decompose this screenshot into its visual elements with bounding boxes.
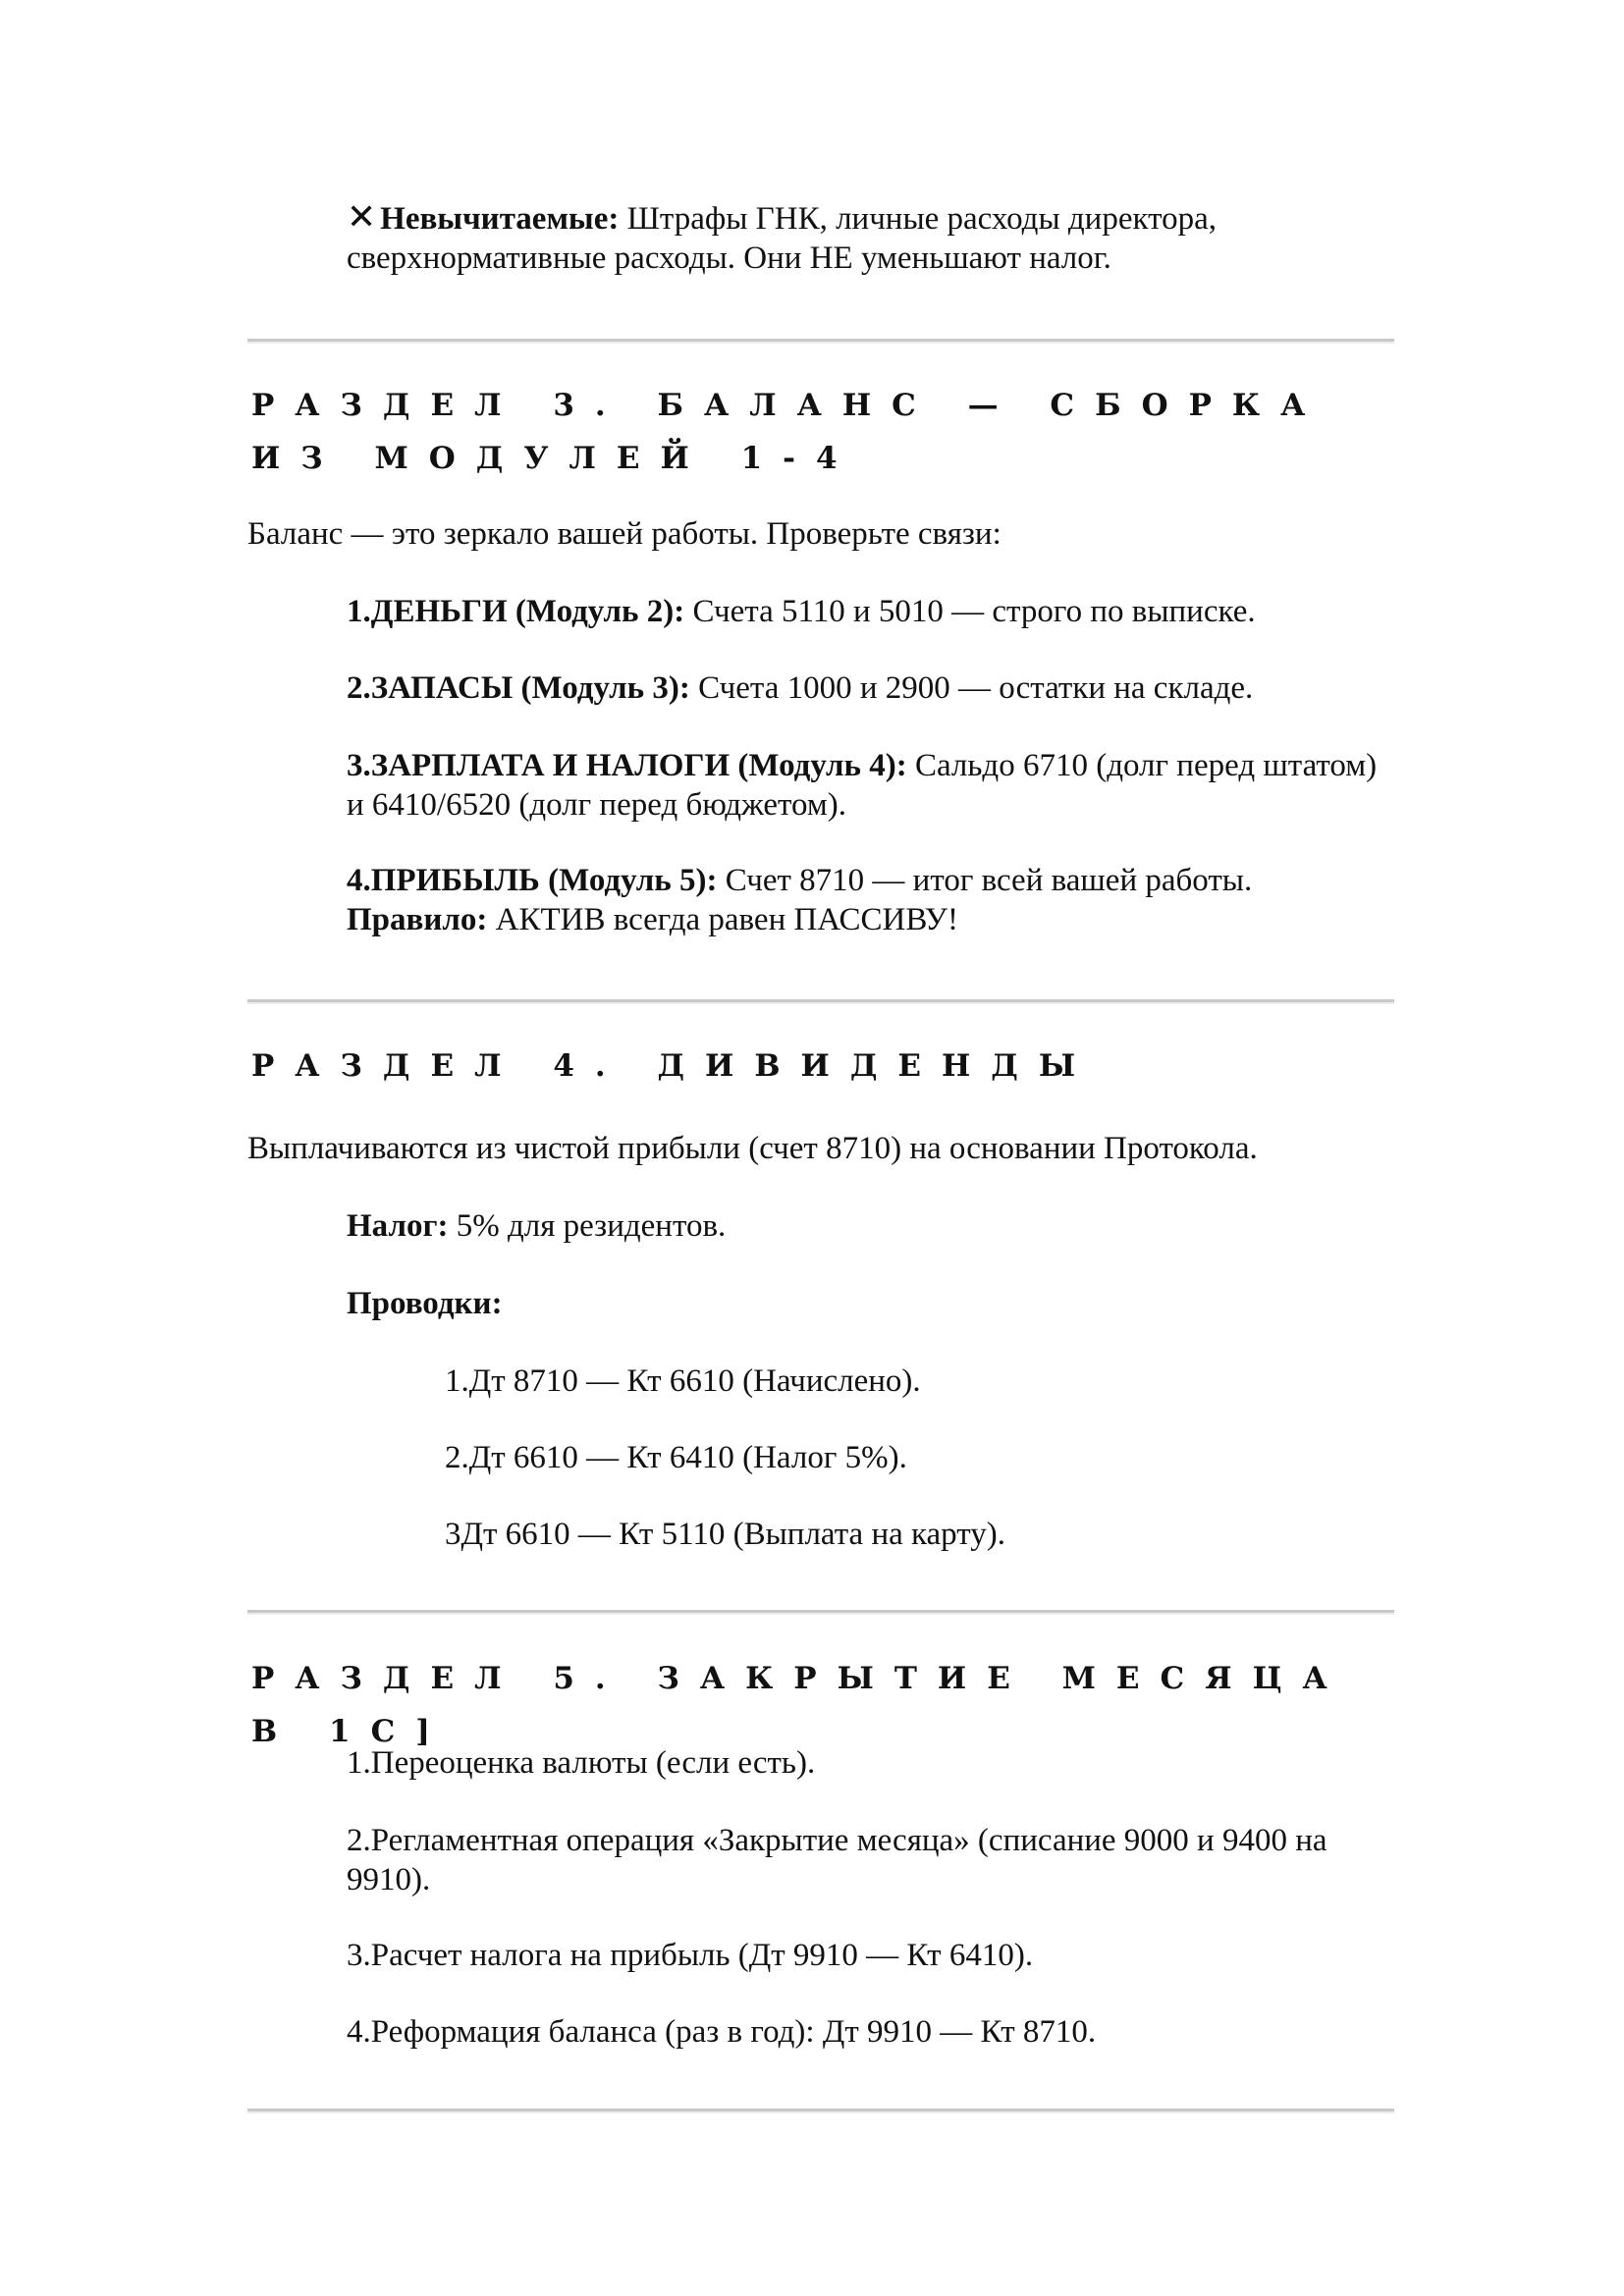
closing-item: 1.Переоценка валюты (если есть). bbox=[347, 1745, 816, 1781]
non-deductible-text: Штрафы ГНК, личные расходы директора, сверхнормативные расходы. Они НЕ уменьшают налог. bbox=[347, 201, 1217, 276]
closing-item: 4.Реформация баланса (раз в год): Дт 9910 — Кт 8710. bbox=[347, 2014, 1097, 2050]
entries-label: Проводки: bbox=[347, 1286, 503, 1321]
section-3-heading: РАЗДЕЛ 3. БАЛАНС — СБОРКА ИЗ МОДУЛЕЙ 1-4 bbox=[251, 388, 1326, 476]
balance-item-text: Счета 5110 и 5010 — строго по выписке. bbox=[684, 594, 1256, 629]
non-deductible-label: Невычитаемые: bbox=[380, 201, 620, 237]
balance-rule-text: АКТИВ всегда равен ПАССИВУ! bbox=[487, 902, 959, 937]
closing-item: 3.Расчет налога на прибыль (Дт 9910 — Кт 6410). bbox=[347, 1938, 1034, 1973]
section-divider bbox=[247, 339, 1394, 344]
balance-rule-label: Правило: bbox=[347, 902, 488, 937]
balance-item-text: Счет 8710 — итог всей вашей работы. bbox=[717, 863, 1253, 898]
dividend-tax-label: Налог: bbox=[347, 1208, 449, 1244]
section-5-heading: РАЗДЕЛ 5. ЗАКРЫТИЕ МЕСЯЦА В 1С] bbox=[251, 1661, 1348, 1749]
balance-item-stock bbox=[347, 668, 1387, 708]
entry-item: 3Дт 6610 — Кт 5110 (Выплата на карту). bbox=[445, 1517, 1005, 1552]
section-3-intro: Баланс — это зеркало вашей работы. Проверьте связи: bbox=[247, 516, 1001, 552]
balance-item-money bbox=[347, 592, 1387, 631]
balance-item-salary bbox=[347, 746, 1387, 825]
section-divider bbox=[247, 1610, 1394, 1615]
dividend-tax bbox=[347, 1206, 1387, 1246]
balance-item-profit bbox=[347, 861, 1387, 939]
entry-item: 1.Дт 8710 — Кт 6610 (Начислено). bbox=[445, 1363, 921, 1399]
cross-mark-icon: ✕ bbox=[347, 197, 377, 238]
balance-item-text: Счета 1000 и 2900 — остатки на складе. bbox=[689, 670, 1254, 706]
closing-item: 2.Регламентная операция «Закрытие месяца» (списание 9000 и 9400 на 9910). bbox=[347, 1823, 1327, 1897]
balance-item-text: Сальдо 6710 (долг перед штатом) и 6410/6520 (долг перед бюджетом). bbox=[347, 748, 1378, 823]
dividend-tax-text: 5% для резидентов. bbox=[448, 1208, 727, 1244]
section-4-intro: Выплачиваются из чистой прибыли (счет 8710) на основании Протокола. bbox=[247, 1131, 1258, 1166]
non-deductible-item bbox=[347, 198, 1387, 278]
section-divider bbox=[247, 2109, 1394, 2113]
entry-item: 2.Дт 6610 — Кт 6410 (Налог 5%). bbox=[445, 1440, 907, 1475]
balance-item-label: 2.ЗАПАСЫ (Модуль 3): bbox=[347, 670, 690, 706]
section-4-heading: РАЗДЕЛ 4. ДИВИДЕНДЫ bbox=[251, 1048, 1097, 1084]
balance-item-label: 4.ПРИБЫЛЬ (Модуль 5): bbox=[347, 863, 718, 898]
balance-item-label: 1.ДЕНЬГИ (Модуль 2): bbox=[347, 594, 685, 629]
section-divider bbox=[247, 999, 1394, 1004]
balance-item-label: 3.ЗАРПЛАТА И НАЛОГИ (Модуль 4): bbox=[347, 748, 907, 783]
